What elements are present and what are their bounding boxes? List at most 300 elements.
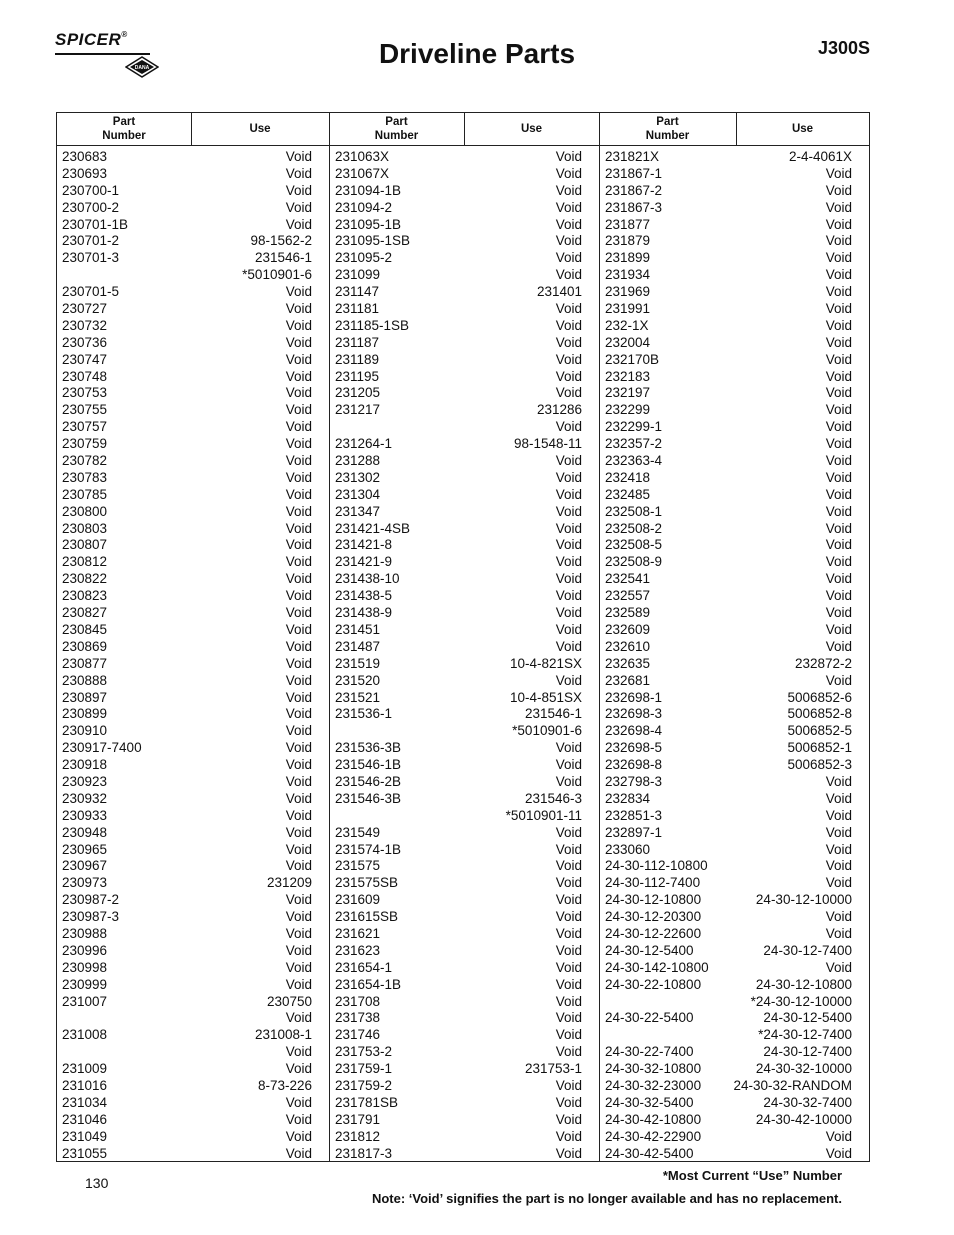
part-number-cell: 230948: [62, 824, 108, 840]
use-cell: 5006852-5: [787, 723, 852, 739]
table-row: [600, 926, 869, 943]
table-row: [330, 1095, 599, 1112]
use-cell: Void: [825, 621, 852, 637]
table-row: [57, 858, 329, 875]
part-number-cell: 230918: [62, 757, 108, 773]
use-cell: Void: [285, 554, 312, 570]
use-cell: Void: [285, 486, 312, 502]
table-row: [600, 487, 869, 504]
table-row: [330, 571, 599, 588]
use-cell: Void: [285, 790, 312, 806]
part-number-cell: 232698-1: [605, 689, 663, 705]
use-cell: Void: [555, 757, 582, 773]
part-number-cell: 231759-2: [335, 1077, 393, 1093]
part-number-cell: 230917-7400: [62, 740, 142, 756]
table-row: [600, 977, 869, 994]
table-row: [600, 909, 869, 926]
table-row: [330, 656, 599, 673]
use-cell: *5010901-6: [242, 267, 312, 283]
table-row: [330, 706, 599, 723]
table-row: [330, 605, 599, 622]
table-row: [330, 200, 599, 217]
use-cell: Void: [285, 942, 312, 958]
part-number-cell: 230899: [62, 706, 108, 722]
part-number-cell: 231746: [335, 1027, 381, 1043]
use-cell: Void: [825, 334, 852, 350]
use-cell: Void: [285, 723, 312, 739]
use-cell: Void: [555, 740, 582, 756]
part-number-cell: 230803: [62, 520, 108, 536]
part-number-cell: 230782: [62, 453, 108, 469]
table-row: [600, 554, 869, 571]
use-cell: Void: [285, 757, 312, 773]
use-cell: Void: [555, 1010, 582, 1026]
use-cell: 231546-1: [254, 250, 312, 266]
table-row: [330, 436, 599, 453]
part-number-cell: 231991: [605, 301, 651, 317]
header-part-number-2: Part Number: [374, 116, 419, 142]
use-cell: Void: [825, 588, 852, 604]
table-row: [600, 1095, 869, 1112]
table-row: [330, 842, 599, 859]
use-cell: Void: [825, 216, 852, 232]
part-number-cell: 231421-8: [335, 537, 393, 553]
table-row: [330, 622, 599, 639]
use-cell: Void: [285, 588, 312, 604]
use-cell: Void: [825, 486, 852, 502]
part-number-cell: 230888: [62, 672, 108, 688]
use-cell: Void: [555, 993, 582, 1009]
table-row: [330, 267, 599, 284]
part-number-cell: 231487: [335, 638, 381, 654]
table-row: [600, 1129, 869, 1146]
part-number-cell: 231575SB: [335, 875, 399, 891]
part-number-cell: 231899: [605, 250, 651, 266]
table-row: [57, 200, 329, 217]
table-row: [57, 521, 329, 538]
table-row: [57, 892, 329, 909]
use-cell: Void: [285, 1128, 312, 1144]
table-row: [330, 419, 599, 436]
table-row: [57, 369, 329, 386]
table-row: [600, 892, 869, 909]
use-cell: 24-30-32-10000: [755, 1061, 852, 1077]
part-number-cell: 231536-1: [335, 706, 393, 722]
table-row: [57, 149, 329, 166]
table-row: [57, 470, 329, 487]
use-cell: Void: [285, 976, 312, 992]
table-row: [330, 774, 599, 791]
table-row: [330, 858, 599, 875]
part-number-cell: 232299-1: [605, 419, 663, 435]
use-cell: Void: [285, 284, 312, 300]
table-row: [330, 909, 599, 926]
use-cell: Void: [555, 621, 582, 637]
part-number-cell: 230823: [62, 588, 108, 604]
use-cell: Void: [555, 1111, 582, 1127]
table-row: [57, 943, 329, 960]
use-cell: Void: [825, 469, 852, 485]
part-number-cell: 230998: [62, 959, 108, 975]
part-number-cell: 231438-9: [335, 605, 393, 621]
use-cell: 24-30-12-7400: [763, 942, 852, 958]
table-row: [600, 605, 869, 622]
use-cell: Void: [555, 875, 582, 891]
use-cell: 231401: [536, 284, 582, 300]
table-row: [330, 588, 599, 605]
use-cell: Void: [555, 976, 582, 992]
use-cell: Void: [285, 925, 312, 941]
table-row: [600, 402, 869, 419]
use-cell: Void: [285, 807, 312, 823]
table-row: [57, 284, 329, 301]
table-row: [600, 233, 869, 250]
part-number-cell: 231519: [335, 655, 381, 671]
table-row: [600, 1044, 869, 1061]
table-row: [57, 1044, 329, 1061]
header-part-number-3: Part Number: [645, 116, 690, 142]
use-cell: 5006852-6: [787, 689, 852, 705]
part-number-cell: 231421-9: [335, 554, 393, 570]
part-number-cell: 232508-2: [605, 520, 663, 536]
table-row: [600, 757, 869, 774]
use-cell: 231546-1: [524, 706, 582, 722]
table-row: [330, 453, 599, 470]
table-row: [600, 504, 869, 521]
use-cell: Void: [825, 301, 852, 317]
part-number-cell: 232698-5: [605, 740, 663, 756]
part-number-cell: 230973: [62, 875, 108, 891]
part-number-cell: 231181: [335, 301, 380, 317]
use-cell: Void: [285, 672, 312, 688]
part-number-cell: 230807: [62, 537, 108, 553]
header-divider: [736, 113, 737, 145]
table-row: [330, 1129, 599, 1146]
part-number-cell: 232557: [605, 588, 651, 604]
part-number-cell: 231708: [335, 993, 381, 1009]
use-cell: Void: [555, 638, 582, 654]
table-row: [600, 622, 869, 639]
header-use-3: Use: [791, 123, 814, 135]
use-cell: Void: [285, 317, 312, 333]
table-row: [57, 504, 329, 521]
use-cell: Void: [825, 925, 852, 941]
table-row: [330, 284, 599, 301]
use-cell: Void: [555, 351, 582, 367]
use-cell: Void: [285, 892, 312, 908]
use-cell: Void: [285, 1111, 312, 1127]
use-cell: Void: [285, 216, 312, 232]
table-column-2: [330, 149, 599, 1159]
use-cell: Void: [825, 858, 852, 874]
use-cell: Void: [285, 841, 312, 857]
table-row: [600, 791, 869, 808]
use-cell: Void: [555, 216, 582, 232]
table-row: [57, 875, 329, 892]
table-row: [57, 318, 329, 335]
table-row: [57, 1129, 329, 1146]
use-cell: Void: [825, 1145, 852, 1161]
use-cell: Void: [285, 419, 312, 435]
part-number-cell: 230748: [62, 368, 108, 384]
part-number-cell: 231817-3: [335, 1145, 393, 1161]
use-cell: *24-30-12-10000: [750, 993, 852, 1009]
table-row: [57, 1061, 329, 1078]
table-header: [57, 113, 869, 146]
table-row: [330, 960, 599, 977]
table-row: [57, 774, 329, 791]
part-number-cell: 24-30-12-22600: [605, 925, 702, 941]
table-column-1: [57, 149, 329, 1159]
part-number-cell: 230869: [62, 638, 108, 654]
use-cell: Void: [555, 368, 582, 384]
use-cell: Void: [555, 672, 582, 688]
table-row: [330, 892, 599, 909]
part-number-cell: 230701-1B: [62, 216, 129, 232]
part-number-cell: 230933: [62, 807, 108, 823]
table-row: [330, 690, 599, 707]
table-row: [57, 1078, 329, 1095]
part-number-cell: 231615SB: [335, 909, 399, 925]
use-cell: Void: [825, 959, 852, 975]
part-number-cell: 24-30-112-10800: [605, 858, 708, 874]
table-row: [57, 909, 329, 926]
part-number-cell: 231451: [335, 621, 381, 637]
table-row: [600, 166, 869, 183]
use-cell: Void: [825, 402, 852, 418]
use-cell: Void: [555, 925, 582, 941]
table-row: [600, 1078, 869, 1095]
use-cell: Void: [825, 351, 852, 367]
part-number-cell: 24-30-12-10800: [605, 892, 702, 908]
table-row: [600, 706, 869, 723]
part-number-cell: 231879: [605, 233, 651, 249]
part-number-cell: 231867-3: [605, 199, 663, 215]
use-cell: Void: [555, 892, 582, 908]
part-number-cell: 230822: [62, 571, 108, 587]
part-number-cell: 232183: [605, 368, 651, 384]
table-row: [57, 537, 329, 554]
table-row: [330, 521, 599, 538]
use-cell: Void: [285, 1061, 312, 1077]
table-row: [330, 825, 599, 842]
use-cell: 24-30-42-10000: [755, 1111, 852, 1127]
table-row: [330, 1112, 599, 1129]
table-row: [330, 723, 599, 740]
part-number-cell: 231187: [335, 334, 380, 350]
part-number-cell: 231189: [335, 351, 380, 367]
table-row: [330, 352, 599, 369]
part-number-cell: 231095-1B: [335, 216, 402, 232]
table-row: [600, 250, 869, 267]
use-cell: Void: [825, 165, 852, 181]
part-number-cell: 24-30-42-5400: [605, 1145, 694, 1161]
part-number-cell: 231759-1: [335, 1061, 393, 1077]
part-number-cell: 231812: [335, 1128, 381, 1144]
part-number-cell: 230783: [62, 469, 108, 485]
part-number-cell: 232609: [605, 621, 651, 637]
table-row: [57, 994, 329, 1011]
use-cell: Void: [555, 537, 582, 553]
table-row: [57, 1010, 329, 1027]
use-cell: Void: [555, 841, 582, 857]
table-row: [330, 1027, 599, 1044]
part-number-cell: 231055: [62, 1145, 108, 1161]
table-row: [57, 554, 329, 571]
void-note: Note: ‘Void’ signifies the part is no longer available and has no replacement.: [371, 1191, 842, 1206]
part-number-cell: 231654-1B: [335, 976, 402, 992]
part-number-cell: 232610: [605, 638, 651, 654]
use-cell: Void: [285, 351, 312, 367]
table-row: [600, 1061, 869, 1078]
use-cell: 24-30-12-7400: [763, 1044, 852, 1060]
use-cell: Void: [285, 959, 312, 975]
table-row: [330, 318, 599, 335]
table-row: [600, 690, 869, 707]
use-cell: Void: [285, 1145, 312, 1161]
table-row: [600, 521, 869, 538]
use-cell: 5006852-1: [787, 740, 852, 756]
use-cell: Void: [555, 267, 582, 283]
page-number: 130: [85, 1175, 109, 1191]
use-cell: Void: [555, 301, 582, 317]
table-row: [330, 1061, 599, 1078]
use-cell: Void: [555, 959, 582, 975]
table-row: [330, 335, 599, 352]
part-number-cell: 232418: [605, 469, 651, 485]
use-cell: Void: [825, 807, 852, 823]
use-cell: Void: [555, 571, 582, 587]
use-cell: 231209: [266, 875, 312, 891]
use-cell: 232872-2: [794, 655, 852, 671]
part-number-cell: 231095-1SB: [335, 233, 411, 249]
table-row: [330, 369, 599, 386]
use-cell: 24-30-32-RANDOM: [733, 1077, 852, 1093]
table-row: [600, 436, 869, 453]
table-row: [57, 1112, 329, 1129]
use-cell: Void: [285, 909, 312, 925]
part-number-cell: 231347: [335, 503, 381, 519]
part-number-cell: 230747: [62, 351, 108, 367]
use-cell: Void: [285, 368, 312, 384]
part-number-cell: 231549: [335, 824, 381, 840]
table-row: [600, 808, 869, 825]
use-cell: Void: [555, 554, 582, 570]
part-number-cell: 232363-4: [605, 453, 663, 469]
use-cell: Void: [285, 689, 312, 705]
table-row: [57, 250, 329, 267]
table-row: [600, 842, 869, 859]
use-cell: 24-30-12-5400: [763, 1010, 852, 1026]
part-number-cell: 231934: [605, 267, 651, 283]
table-row: [330, 183, 599, 200]
use-cell: Void: [825, 368, 852, 384]
table-row: [57, 267, 329, 284]
table-row: [600, 217, 869, 234]
table-row: [330, 1010, 599, 1027]
part-number-cell: 230987-2: [62, 892, 120, 908]
part-number-cell: 231536-3B: [335, 740, 402, 756]
use-cell: Void: [285, 824, 312, 840]
use-cell: 24-30-12-10000: [755, 892, 852, 908]
part-number-cell: 232508-9: [605, 554, 663, 570]
part-number-cell: 232357-2: [605, 436, 663, 452]
use-cell: Void: [555, 233, 582, 249]
part-number-cell: 24-30-32-10800: [605, 1061, 702, 1077]
table-row: [600, 994, 869, 1011]
use-cell: Void: [825, 1128, 852, 1144]
use-cell: Void: [825, 317, 852, 333]
table-row: [330, 537, 599, 554]
part-number-cell: 231094-1B: [335, 182, 402, 198]
part-number-cell: 232698-8: [605, 757, 663, 773]
table-row: [600, 419, 869, 436]
part-number-cell: 24-30-112-7400: [605, 875, 701, 891]
use-cell: Void: [285, 571, 312, 587]
part-number-cell: 24-30-42-22900: [605, 1128, 702, 1144]
table-row: [57, 385, 329, 402]
part-number-cell: 230732: [62, 317, 108, 333]
table-row: [330, 166, 599, 183]
use-cell: Void: [825, 182, 852, 198]
table-row: [600, 960, 869, 977]
table-row: [57, 977, 329, 994]
table-row: [600, 740, 869, 757]
use-cell: Void: [285, 1010, 312, 1026]
table-row: [57, 740, 329, 757]
use-cell: 230750: [266, 993, 312, 1009]
table-row: [330, 977, 599, 994]
use-cell: 24-30-12-10800: [755, 976, 852, 992]
part-number-cell: 231195: [335, 368, 380, 384]
table-row: [330, 1078, 599, 1095]
use-cell: Void: [555, 149, 582, 164]
part-number-cell: 230785: [62, 486, 108, 502]
use-cell: Void: [555, 317, 582, 333]
use-cell: Void: [555, 1077, 582, 1093]
part-number-cell: 231438-5: [335, 588, 393, 604]
use-cell: Void: [285, 182, 312, 198]
part-number-cell: 231217: [335, 402, 381, 418]
part-number-cell: 231621: [335, 925, 381, 941]
part-number-cell: 231049: [62, 1128, 108, 1144]
part-number-cell: 232635: [605, 655, 651, 671]
use-cell: Void: [555, 199, 582, 215]
table-row: [57, 402, 329, 419]
page-title: Driveline Parts: [378, 38, 576, 69]
table-row: [57, 1146, 329, 1163]
part-number-cell: 230700-2: [62, 199, 120, 215]
part-number-cell: 24-30-142-10800: [605, 959, 709, 975]
use-cell: Void: [285, 773, 312, 789]
table-row: [600, 318, 869, 335]
table-row: [330, 791, 599, 808]
part-number-cell: 24-30-22-10800: [605, 976, 702, 992]
model-code: J300S: [817, 38, 870, 58]
part-number-cell: 230897: [62, 689, 108, 705]
part-number-cell: 231063X: [335, 149, 390, 164]
part-number-cell: 232851-3: [605, 807, 663, 823]
part-number-cell: 231609: [335, 892, 381, 908]
part-number-cell: 230683: [62, 149, 108, 164]
table-row: [57, 487, 329, 504]
part-number-cell: 24-30-22-5400: [605, 1010, 694, 1026]
table-row: [57, 571, 329, 588]
use-cell: 98-1562-2: [250, 233, 312, 249]
part-number-cell: 232508-1: [605, 503, 663, 519]
part-number-cell: 230910: [62, 723, 108, 739]
use-cell: Void: [285, 638, 312, 654]
